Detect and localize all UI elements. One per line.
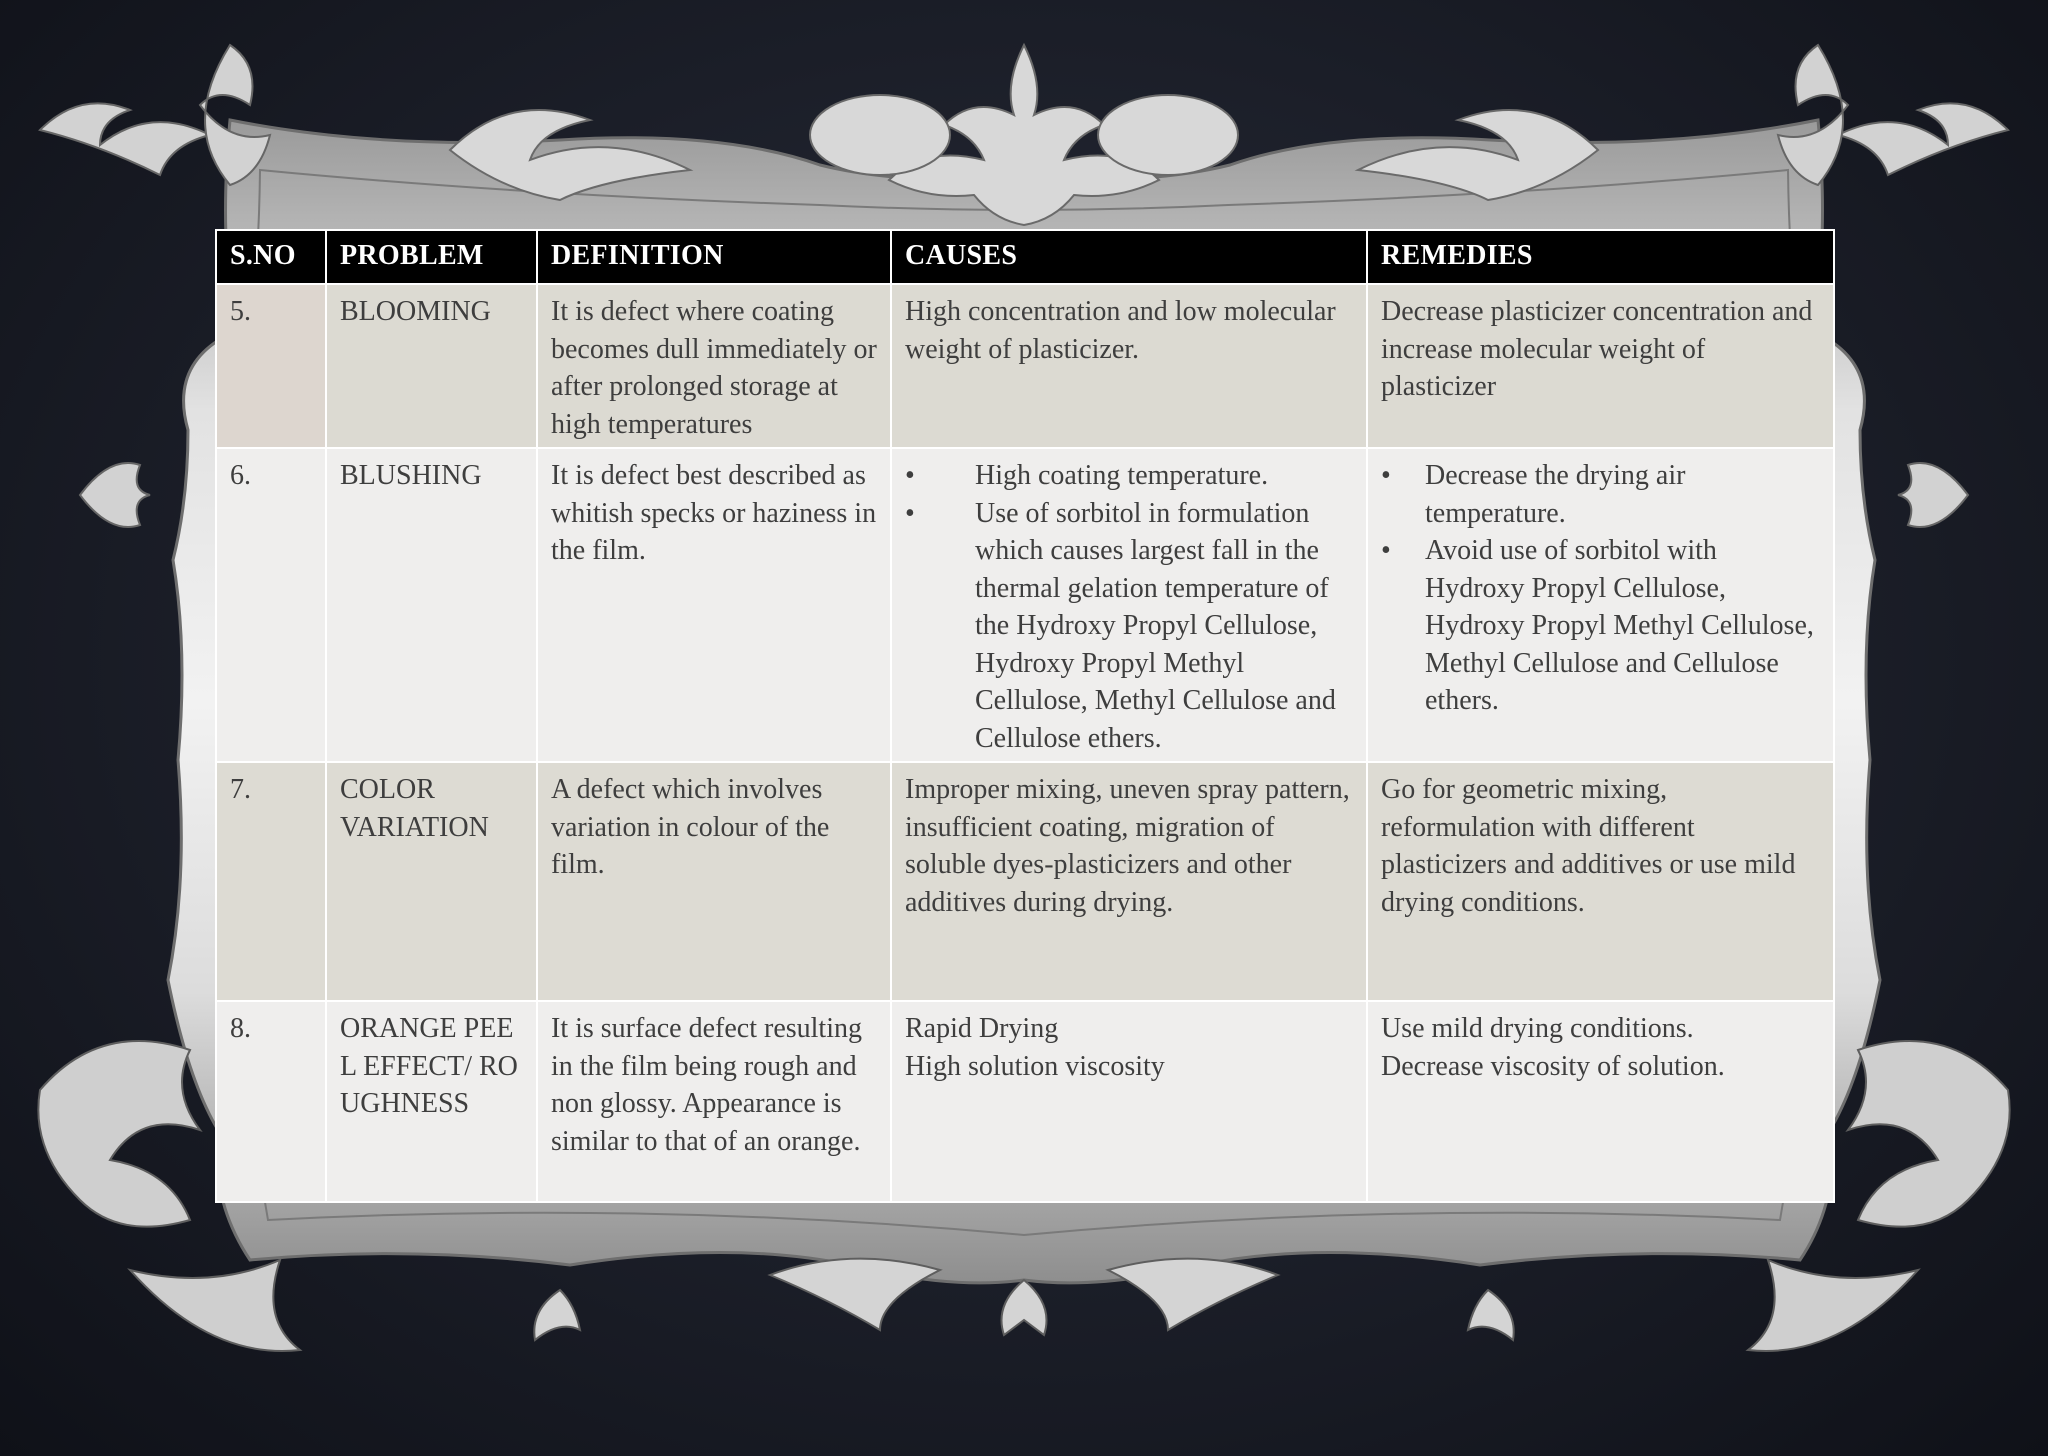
- header-remedies: REMEDIES: [1367, 230, 1834, 284]
- cell-sno: 6.: [216, 448, 326, 762]
- cell-causes: [891, 448, 1367, 762]
- table-row: [216, 762, 1834, 1001]
- cell-problem: ORANGE PEEL EFFECT/ ROUGHNESS: [326, 1001, 537, 1202]
- causes-bullet-list: [905, 457, 1353, 757]
- list-item: • Decrease the drying air temperature.: [1381, 457, 1820, 532]
- table-header-row: [216, 230, 1834, 284]
- cell-causes: [891, 1001, 1367, 1202]
- remedy-line: Use mild drying conditions.: [1381, 1013, 1694, 1044]
- defects-table-container: [215, 229, 1833, 1205]
- bullet-icon: •: [1381, 535, 1391, 566]
- cell-causes: Improper mixing, uneven spray pattern, insufficient coating, migration of soluble dyes-plasticizers and other additives during drying.: [891, 762, 1367, 1001]
- header-definition: DEFINITION: [537, 230, 891, 284]
- table-row: [216, 448, 1834, 762]
- cause-line: High solution viscosity: [905, 1050, 1165, 1082]
- cell-sno: 8.: [216, 1001, 326, 1202]
- list-item: • High coating temperature.: [905, 457, 1353, 495]
- table-row: [216, 284, 1834, 448]
- cell-definition: It is surface defect resulting in the film being rough and non glossy. Appearance is similar to that of an orange.: [537, 1001, 891, 1202]
- cell-definition: A defect which involves variation in colour of the film.: [537, 762, 891, 1001]
- cell-remedies: [1367, 448, 1834, 762]
- header-sno: S.NO: [216, 230, 326, 284]
- bullet-icon: •: [905, 460, 915, 491]
- bullet-icon: •: [1381, 460, 1391, 491]
- cell-problem: COLOR VARIATION: [326, 762, 537, 1001]
- cell-remedies: Decrease plasticizer concentration and increase molecular weight of plasticizer: [1367, 284, 1834, 448]
- header-problem: PROBLEM: [326, 230, 537, 284]
- cell-causes: High concentration and low molecular weight of plasticizer.: [891, 284, 1367, 448]
- cell-problem: BLUSHING: [326, 448, 537, 762]
- list-item: • Avoid use of sorbitol with Hydroxy Propyl Cellulose, Hydroxy Propyl Methyl Cellulose, Methyl Cellulose and Cellulose ethers.: [1381, 532, 1820, 720]
- cell-remedies: Go for geometric mixing, reformulation with different plasticizers and additives or use mild drying conditions.: [1367, 762, 1834, 1001]
- bullet-icon: •: [905, 497, 915, 529]
- cell-sno: 7.: [216, 762, 326, 1001]
- cell-problem: BLOOMING: [326, 284, 537, 448]
- remedies-bullet-list: [1381, 457, 1820, 720]
- cell-remedies: [1367, 1001, 1834, 1202]
- cell-sno: 5.: [216, 284, 326, 448]
- list-item: • Use of sorbitol in formulation which causes largest fall in the thermal gelation temperature of the Hydroxy Propyl Cellulose, Hydroxy Propyl Methyl Cellulose, Methyl Cellulose and Cellulose ethers.: [905, 495, 1353, 758]
- cause-line: Rapid Drying: [905, 1013, 1059, 1044]
- header-causes: CAUSES: [891, 230, 1367, 284]
- table-row: [216, 1001, 1834, 1202]
- cell-definition: It is defect where coating becomes dull immediately or after prolonged storage at high temperatures: [537, 284, 891, 448]
- remedy-line: Decrease viscosity of solution.: [1381, 1050, 1725, 1082]
- defects-table: [215, 229, 1835, 1203]
- cell-definition: It is defect best described as whitish specks or haziness in the film.: [537, 448, 891, 762]
